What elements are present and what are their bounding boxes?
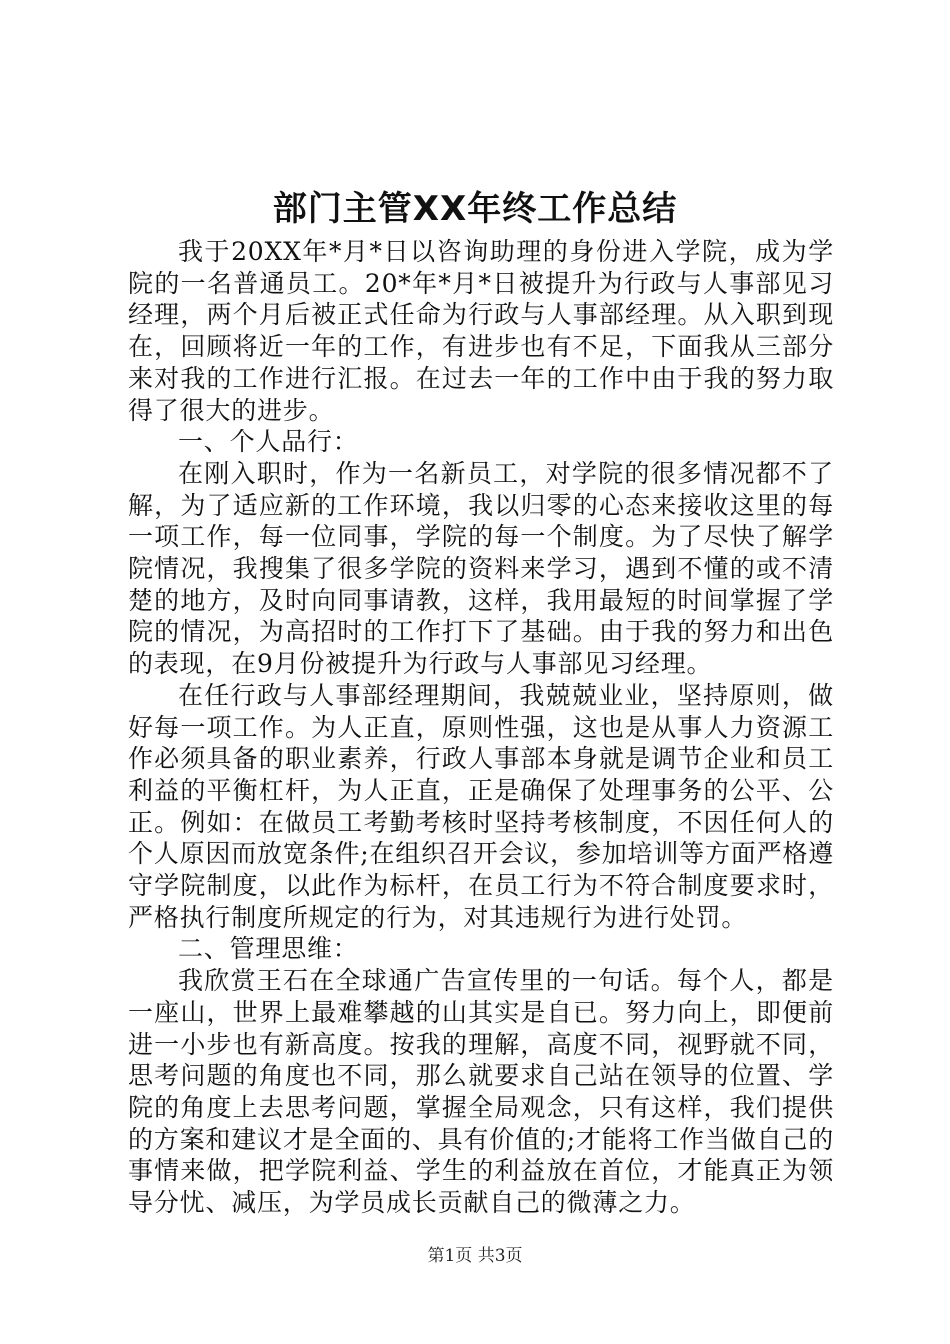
- document-title: 部门主管XX年终工作总结: [272, 189, 678, 229]
- section-heading-management-thinking: 二、管理思维：: [178, 934, 359, 964]
- page-footer: [0, 1244, 950, 1268]
- page-number: 第1页 共3页: [427, 1246, 523, 1266]
- document-body: [128, 236, 834, 1219]
- paragraph-personal-conduct-2: 在任行政与人事部经理期间，我兢兢业业，坚持原则，做好每一项工作。为人正直，原则性强，这也是从事人力资源工作必须具备的职业素养，行政人事部本身就是调节企业和员工利益的平衡杠杆，为人正直，正是确保了处理事务的公平、公正。例如：在做员工考勤考核时坚持考核制度，不因任何人的个人原因而放宽条件;在组织召开会议，参加培训等方面严格遵守学院制度，以此作为标杆，在员工行为不符合制度要求时，严格执行制度所规定的行为，对其违规行为进行处罚。: [128, 680, 834, 932]
- paragraph-management-thinking: 我欣赏王石在全球通广告宣传里的一句话。每个人，都是一座山，世界上最难攀越的山其实是自已。努力向上，即便前进一小步也有新高度。按我的理解，高度不同，视野就不同，思考问题的角度也不同，那么就要求自己站在领导的位置、学院的角度上去思考问题，掌握全局观念，只有这样，我们提供的方案和建议才是全面的、具有价值的;才能将工作当做自己的事情来做，把学院利益、学生的利益放在首位，才能真正为领导分忧、减压，为学员成长贡献自己的微薄之力。: [128, 966, 834, 1218]
- section-heading-personal-conduct: 一、个人品行：: [178, 427, 359, 457]
- paragraph-intro: 我于20XX年*月*日以咨询助理的身份进入学院，成为学院的一名普通员工。20*年*月*日被提升为行政与人事部见习经理，两个月后被正式任命为行政与人事部经理。从入职到现在，回顾将近一年的工作，有进步也有不足，下面我从三部分来对我的工作进行汇报。在过去一年的工作中由于我的努力取得了很大的进步。: [128, 237, 834, 425]
- paragraph-personal-conduct-1: 在刚入职时，作为一名新员工，对学院的很多情况都不了解，为了适应新的工作环境，我以归零的心态来接收这里的每一项工作，每一位同事，学院的每一个制度。为了尽快了解学院情况，我搜集了很多学院的资料来学习，遇到不懂的或不清楚的地方，及时向同事请教，这样，我用最短的时间掌握了学院的情况，为高招时的工作打下了基础。由于我的努力和出色的表现，在9月份被提升为行政与人事部见习经理。: [128, 458, 834, 679]
